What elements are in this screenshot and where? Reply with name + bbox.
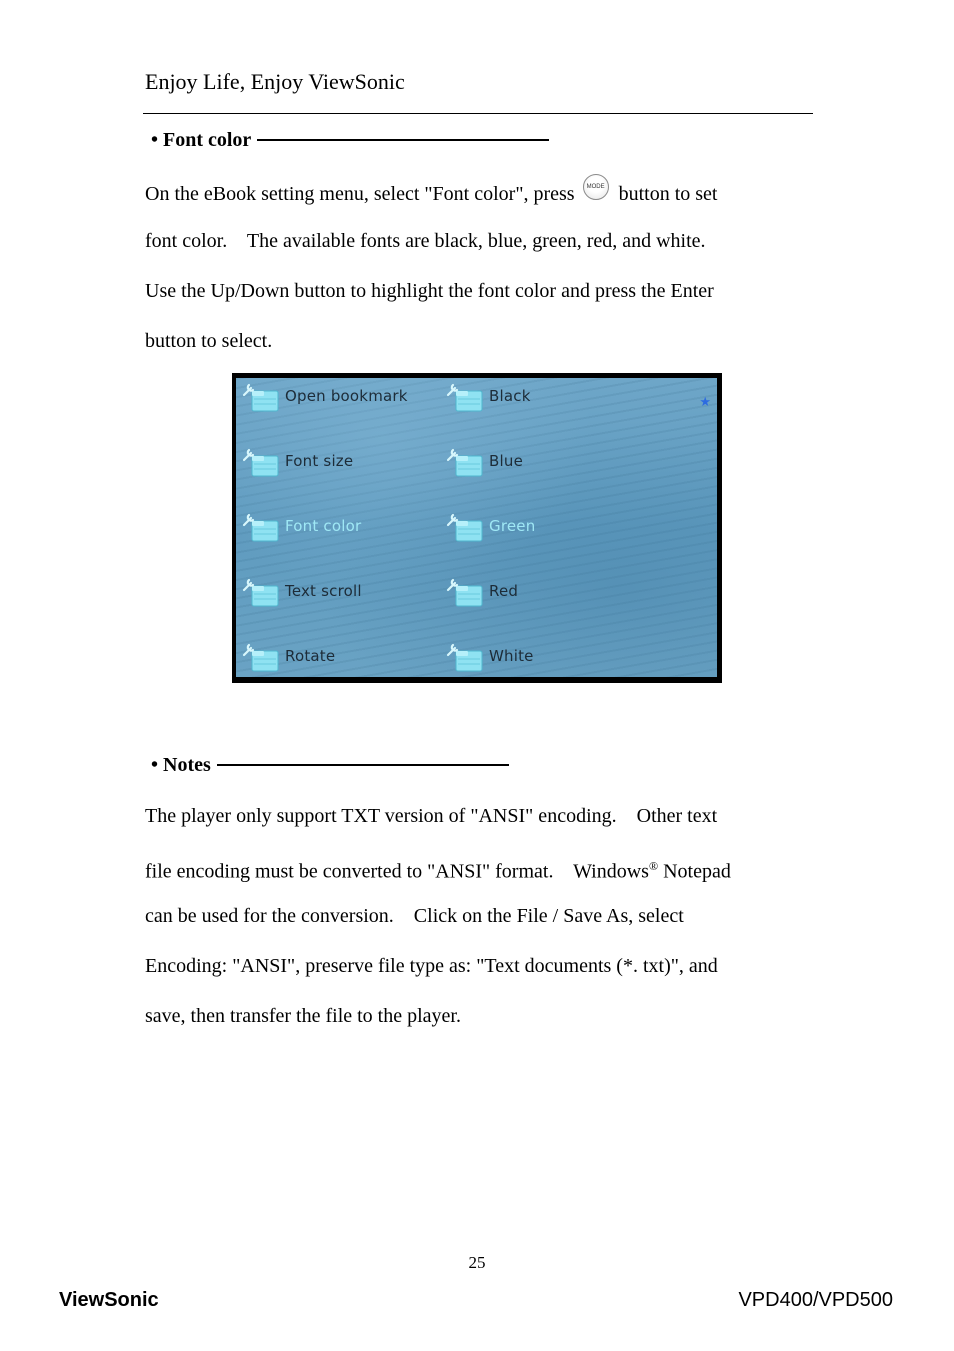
folder-wrench-icon: [242, 383, 280, 413]
notes-paragraph-line-1: The player only support TXT version of "ANSI" encoding. Other text: [145, 805, 718, 827]
notes-paragraph-line-5: save, then transfer the file to the player.: [145, 1005, 461, 1027]
menu-item-label: Red: [489, 582, 519, 600]
heading-rule: [217, 764, 509, 766]
menu-item[interactable]: [446, 578, 636, 608]
menu-item[interactable]: [242, 578, 432, 608]
folder-wrench-icon: [242, 578, 280, 608]
folder-wrench-icon: [446, 448, 484, 478]
menu-item[interactable]: [242, 448, 432, 478]
folder-wrench-icon: [446, 643, 484, 673]
footer-brand: ViewSonic: [59, 1289, 159, 1311]
folder-wrench-icon: [446, 383, 484, 413]
mode-button-icon: MODE: [583, 174, 609, 200]
star-icon: ★: [699, 395, 711, 410]
folder-wrench-icon: [446, 578, 484, 608]
font-color-heading-text: • Font color: [151, 129, 252, 151]
ebook-settings-screen: [236, 378, 717, 677]
registered-mark: ®: [648, 859, 659, 873]
font-color-heading: [151, 127, 549, 153]
device-screenshot: [232, 373, 722, 683]
menu-item[interactable]: [242, 643, 432, 673]
font-color-paragraph-line-4: button to select.: [145, 330, 273, 352]
notes-paragraph-line-3: can be used for the conversion. Click on the File / Save As, select: [145, 905, 684, 927]
menu-item-label: Open bookmark: [285, 387, 408, 405]
folder-wrench-icon: [242, 513, 280, 543]
font-color-paragraph-line-2: font color. The available fonts are black, blue, green, red, and white.: [145, 230, 706, 252]
notes-heading-text: • Notes: [151, 754, 211, 776]
menu-item-label: Font color: [285, 517, 362, 535]
line-text: On the eBook setting menu, select "Font color", press: [145, 183, 575, 205]
line-text: file encoding must be converted to "ANSI" format. Windows: [145, 860, 649, 883]
notes-paragraph-line-2: [145, 853, 731, 885]
notes-paragraph-line-4: Encoding: "ANSI", preserve file type as: "Text documents (*. txt)", and: [145, 955, 718, 977]
folder-wrench-icon: [446, 513, 484, 543]
menu-item-label: Font size: [285, 452, 354, 470]
notes-heading: [151, 752, 509, 778]
menu-item[interactable]: [242, 513, 432, 543]
menu-item[interactable]: [242, 383, 432, 413]
menu-item-label: Green: [489, 517, 536, 535]
folder-wrench-icon: [242, 643, 280, 673]
line-text: button to set: [618, 183, 718, 205]
menu-item-label: Text scroll: [285, 582, 362, 600]
header-divider: [143, 113, 813, 114]
font-color-paragraph-line-3: Use the Up/Down button to highlight the font color and press the Enter: [145, 280, 714, 302]
menu-item-label: Rotate: [285, 647, 336, 665]
menu-item-label: Black: [489, 387, 531, 405]
menu-item-label: White: [489, 647, 534, 665]
menu-item-label: Blue: [489, 452, 523, 470]
heading-rule: [257, 139, 549, 141]
folder-wrench-icon: [242, 448, 280, 478]
page-number: 25: [468, 1253, 486, 1272]
line-text: Notepad: [658, 860, 731, 883]
menu-item[interactable]: [446, 383, 636, 413]
footer-model: VPD400/VPD500: [738, 1289, 893, 1311]
font-color-paragraph-line-1: [145, 181, 717, 208]
page-header-title: Enjoy Life, Enjoy ViewSonic: [145, 69, 405, 94]
menu-item[interactable]: [446, 643, 636, 673]
menu-item[interactable]: [446, 448, 636, 478]
menu-item[interactable]: [446, 513, 636, 543]
